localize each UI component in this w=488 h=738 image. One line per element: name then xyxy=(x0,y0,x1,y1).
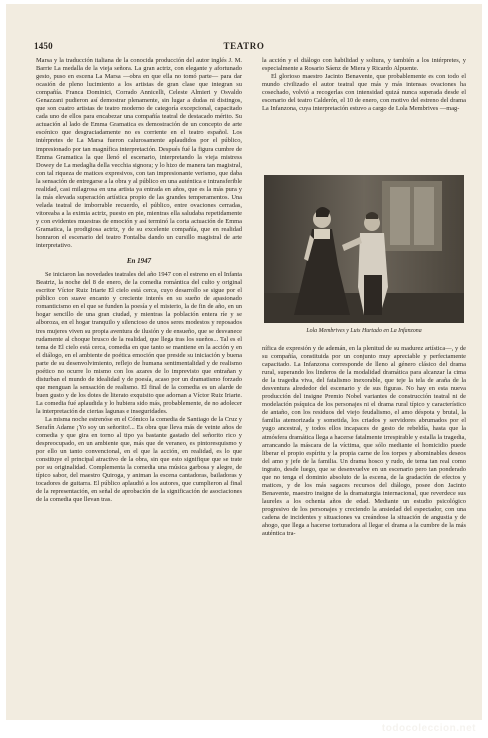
left-paragraph-2: Se iniciaron las novedades teatrales del año 1947 con el estreno en el Infanta Beatriz, la noche del 8 de enero, de la comedia romántica del culto y original escritor Víctor Ruiz Iriarte El cielo está cerca, cuyo desarrollo se sigue por el público con suave encanto y creciente interés en su sueño de apasionado romanticismo en el que se funden la poesía y el misterio, la de fin de año, en un hogar sencillo de una gran ciudad, y mientras la población entera ríe y se alboroza, en el hogar tranquilo y silencioso de unos seres modestos y reposados tres mujeres viven su propia aventura de ilusión y de ensueño, que se desvanece rudamente al choque brusco de la realidad, que llega tras los sueños... Tal es el tema de El cielo está cerca, comedia en que tanto se mantiene en la acción y en el diálogo, en el ambiente de poética emoción que preside su iniciación y buena parte de su desenvolvimiento, reflejo de humana sentimentalidad y de realismo poético no ocurre lo mismo con los azares de lo imprevisto que entrañan y disturban el mundo de idealidad y de poesía, acaso por un dramatismo forzado que menguan la sensación de realismo. El final de la comedia es un alarde de buen gusto y de los dotes de literato exquisito que adornan a Víctor Ruiz Iriarte. La comedia fué aplaudida y lo hubiera sido más, probablemente, de no adolecer la interpretación de ciertas lagunas e inseguridades. xyxy=(36,271,242,415)
right-text-column-bottom xyxy=(262,345,466,707)
left-paragraph-3: La misma noche estrenóse en el Cómico la comedia de Santiago de la Cruz y Serafín Adame ¡Yo soy un señorito!... Es obra que lleva más de veinte años de comedia y que gira en torno al tipo ya bastante gastado del señorito rico y despreocupado, en un ambiente que, más que de veraneo, es pintoresquismo y por ello un tanto convencional, en el que la acción, en realidad, es lo que constituye el principal atractivo de la obra, sin que esto signifique que se trate por su originalidad. Complementa la comedia una música garbosa y alegre, de típico sabor, del maestro Quiroga, y animan la escena cantadoras, bailadoras y tocadores de guitarra. El público aplaudió a los autores, que cumplieron al final de la representación, en señal de aprobación de la significación de asociaciones de la comedia que llevan tras. xyxy=(36,416,242,504)
right-paragraph-3: nífica de expresión y de ademán, en la plenitud de su madurez artística—, y de su compañía, constituida por un conjunto muy apreciable y perfectamente capacitado. La Infanzona corresponde de lleno al género clásico del drama rural, superando los linderos de la modalidad dramática para alcanzar la cima de la tragedia viva, del fatalismo inexorable, que teje la tela de araña de la desventura alrededor del escenario y de sus figuras. No hay en esta nueva producción del insigne Premio Nobel variantes de construcción teatral ni de modelación psíquica de los personajes ni el drama rural típico y característico de antaño, con los residuos del viejo feudalismo, el amo déspota y brutal, la familia atemorizada y sometida, los criados y servidores abrumados por el yugo ancestral, y todos ellos incapaces de gesto de rebeldía, hasta que la atmósfera dramática llega a hacerse fatalmente irrespirable y estalla la tragedia, arrancando la máscara de la víctima, que sólo mediante el homicidio puede liberar el propio espíritu y la propia carne de los torpes y abominables deseos del amo y jefe de la familia. Un drama hosco y rudo, de tema tan real como ingrato, desde luego, que se desenvuelve en un escenario pero tan ponderado que no tenga el dominio absoluto de la escena, de la gradación de efectos y matices, y de los más sagaces recursos del diálogo, posee don Jacinto Benavente, maestro insigne de la dramaturgia internacional, que reverdece sus laureles a los ochenta años de edad. Mediante un estudio psicológico progresivo de los personajes y creciendo la ansiedad del espectador, con una cadena de incidentes y situaciones va creándose la situación de angustia y de ahogo, que llega a hacerse torturadora al llegar el drama a la cumbre de la más auténtica tra- xyxy=(262,345,466,538)
photo-image xyxy=(264,175,464,323)
watermark-main: todocoleccion xyxy=(381,723,457,734)
right-paragraph-2: El glorioso maestro Jacinto Benavente, que probablemente es con todo el mundo civilizado el autor teatral que más y más intensas ovaciones ha cosechado, volvió a recogerlas con intensidad quizá nunca superada desde el escenario del teatro Calderón, el 10 de enero, con motivo del estreno del drama La Infanzona, cuya interpretación estuvo a cargo de Lola Membrives —mag- xyxy=(262,73,466,113)
watermark-tld: .net xyxy=(456,723,476,734)
watermark-logo xyxy=(382,723,476,734)
magazine-page xyxy=(6,4,482,720)
left-text-column xyxy=(36,57,242,707)
section-title: TEATRO xyxy=(223,41,265,51)
left-paragraph-1: Marsa y la traducción italiana de la conocida producción del autor inglés J. M. Barrie La medalla de la vieja señora. La gran actriz, con elegante y afortunado gesto, puso en escena La Marsa —obra en que ella no tomó parte— para dar ocasión de pleno lucimiento a los artistas de gran clase que integran su compañía. Franca Dominici, Corrado Annicelli, Celeste Almieri y Osvaldo Genazzani pudieron así demostrar plenamente, sin lugar a dudas ni distingos, que son cuatro artistas de teatro moderno de categoría excepcional, capacitado cada uno de ellos para encabezar una compañía teatral de destacado mérito. Su actuación al lado de Emma Gramatica es demostración de un concepto de arte escénico que desgraciadamente no es corriente en el teatro español. Los intérpretes de La Marsa fueron calurosamente aplaudidos por el público, impresionado por tan magnífica interpretación. Después fué la figura cumbre de Emma Gramatica la que llenó el escenario, interpretando la vieja mistress Dowey de La medaglia della vecchia signora; y lo hizo de manera tan magistral, con tal riqueza de matices expresivos, con tan impresionante verismo, que daba la sensación de entregarse a la obra y al público en una auténtica e intransferible realidad, casi milagrosa en una artista ya entrada en años, que es la más pura y la más elevada superación artística propio de las grandes temperamentos. Una velada teatral de imborrable recuerdo, el público, entre ovaciones cerradas, vitoreaba a la eximia actriz, puesto en pie, mientras ella saludaba repetidamente y con evidentes muestras de emoción y así terminó la corta actuación de Emma Gramatica, la prodigiosa actriz, y de su excelente compañía, que en realidad honraron el escenario del teatro Fontalba dando un cursillo magistral de arte interpretativo. xyxy=(36,57,242,250)
page-number: 1450 xyxy=(34,41,53,51)
section-heading: En 1947 xyxy=(126,257,152,266)
photo-caption: Lola Membrives y Luis Hurtado en La Infanzona xyxy=(306,328,422,334)
right-paragraph-1: la acción y el diálogo con habilidad y soltura, y también a los intérpretes, y especialmente a Rosario Sáenz de Miera y Ricardo Alpuente. xyxy=(262,57,466,73)
right-text-column-top xyxy=(262,57,466,169)
stage-photograph xyxy=(264,175,464,323)
